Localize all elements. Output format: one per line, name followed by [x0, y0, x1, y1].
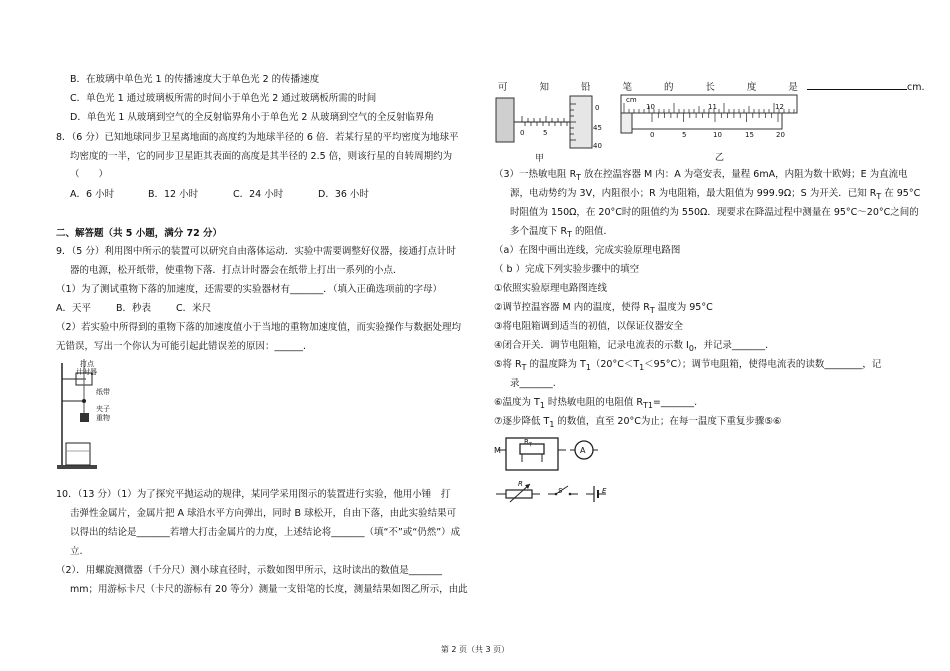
circuit-label-m: M	[494, 446, 501, 455]
figure-label-clip: 夹子	[96, 405, 110, 413]
question-10-line-3: 以得出的结论是_______若增大打击金属片的力度，上述结论将_______（填“不”或“仍然”）成	[70, 527, 461, 538]
step-5-cont: 录_______.	[510, 378, 556, 389]
vernier-tick-5: 5	[682, 131, 687, 139]
vernier-tick-15: 15	[745, 131, 754, 139]
step-7: ⑦逐步降低 $T_1$ 的数值，直至 20°C为止；在每一温度下重复步骤⑤⑥	[494, 416, 782, 429]
question-10-part-2-line-2: mm；用游标卡尺（卡尺的游标有 20 等分）测量一支铅笔的长度，测量结果如图乙所示，由此	[70, 584, 468, 595]
circuit-components-figure	[492, 432, 627, 514]
q8-option-d: D．36 小时	[318, 189, 369, 200]
switch-label: S	[558, 487, 563, 495]
step-4: ④闭合开关．调节电阻箱，记录电流表的示数 $I_0$，并记录_______.	[494, 340, 769, 353]
step-5: ⑤将 $R_T$ 的温度降为 $T_1(20^\circ C<T_1<95^\circ C)$；调节电阻箱，使得电流表的读数________，记	[494, 359, 882, 372]
q8-option-b: B．12 小时	[148, 189, 199, 200]
caliper-main-tick-12: 12	[775, 103, 784, 111]
vernier-tick-10: 10	[713, 131, 722, 139]
question-9-part-2-line-2: 无错误，写出一个你认为可能引起此错误差的原因：______.	[56, 341, 307, 352]
page-footer: 第 2 页（共 3 页）	[440, 645, 510, 654]
question-9-line-2: 器的电源，松开纸带，使重物下落．打点计时器会在纸带上打出一系列的小点．	[70, 265, 403, 276]
pencil-length-line: 可 知 铅 笔 的 长 度 是 cm.	[498, 78, 925, 94]
question-8-line-1: 8．（6 分）已知地球同步卫星离地面的高度约为地球半径的 6 倍．若某行星的平均密度为地球平	[56, 132, 459, 143]
q3-line-2: 源，电动势约为 3V，内阻很小；R 为电阻箱，最大阻值为 999.9Ω；S 为开关．已知 $R_T$ 在 95°C	[510, 188, 921, 201]
vernier-tick-20: 20	[776, 131, 785, 139]
step-1: ①依照实验原理电路图连线	[494, 283, 608, 294]
figure-label-weight: 重物	[96, 414, 110, 422]
step-2: ②调节控温容器 M 内的温度，使得 $R_T$ 温度为 95°C	[494, 302, 713, 315]
q3-line-4: 多个温度下 $R_T$ 的阻值．	[510, 226, 613, 239]
thimble-tick-0: 0	[595, 104, 600, 112]
q9-option-a: A．天平	[56, 303, 91, 314]
battery-label: E	[602, 487, 607, 495]
figure-label-timer-2: 计时器	[76, 368, 97, 376]
step-a: （a）在图中画出连线，完成实验原理电路图	[494, 245, 681, 256]
option-d: D．单色光 1 从玻璃到空气的全反射临界角小于单色光 2 从玻璃到空气的全反射临界角	[70, 112, 434, 123]
micrometer-label: 甲	[535, 154, 545, 164]
caliper-main-tick-10: 10	[646, 103, 655, 111]
step-3: ③将电阻箱调到适当的初值，以保证仪器安全	[494, 321, 684, 332]
answer-blank	[807, 78, 907, 90]
caliper-main-tick-11: 11	[708, 103, 717, 111]
unit-cm: cm.	[907, 82, 925, 93]
thimble-tick-45: 45	[593, 124, 602, 132]
figure-label-timer-1: 打点	[80, 360, 94, 368]
option-b: B．在玻璃中单色光 1 的传播速度大于单色光 2 的传播速度	[70, 74, 320, 85]
question-8-line-2: 均密度的一半，它的同步卫星距其表面的高度是其半径的 2.5 倍，则该行星的自转周期约为	[70, 151, 453, 162]
question-10-line-2: 击弹性金属片，金属片把 A 球沿水平方向弹出，同时 B 球松开，自由下落，由此实验结果可	[70, 508, 457, 519]
micrometer-tick-0: 0	[520, 129, 525, 137]
q9-option-b: B．秒表	[116, 303, 152, 314]
q8-option-c: C．24 小时	[233, 189, 284, 200]
vernier-tick-0: 0	[650, 131, 655, 139]
resistor-box-label: R	[518, 480, 523, 488]
caliper-label: 乙	[715, 153, 725, 163]
q8-option-a: A．6 小时	[70, 189, 115, 200]
micrometer-tick-5: 5	[543, 129, 548, 137]
option-c: C．单色光 1 通过玻璃板所需的时间小于单色光 2 通过玻璃板所需的时间	[70, 93, 377, 104]
section-title: 二、解答题（共 5 小题，满分 72 分）	[56, 228, 223, 239]
question-10-part-2-line-1: （2）．用螺旋测微器（千分尺）测小球直径时，示数如图甲所示，这时读出的数值是_______	[56, 565, 443, 576]
thimble-tick-40: 40	[593, 142, 602, 150]
question-10-line-4: 立.	[70, 546, 83, 557]
figure-label-tape: 纸带	[96, 388, 110, 396]
step-6: ⑥温度为 $T_1$ 时热敏电阻的电阻值 $R_{T1}=\_\_\_\_\_\_\_$.	[494, 397, 698, 410]
question-9-part-1: （1）为了测试重物下落的加速度，还需要的实验器材有_______．（填入正确选项前的字母）	[56, 284, 443, 295]
question-8-paren: （ ）	[70, 169, 109, 180]
question-9-line-1: 9．（5 分）利用图中所示的装置可以研究自由落体运动．实验中需要调整好仪器，接通打点计时	[56, 246, 456, 257]
ammeter-label: A	[580, 446, 586, 455]
caliper-unit: cm	[626, 96, 637, 104]
question-9-part-2-line-1: （2）若实验中所得到的重物下落的加速度值小于当地的重物加速度值，而实验操作与数据处理均	[56, 322, 462, 333]
question-10-line-1: 10．（13 分）（1）为了探究平抛运动的规律，某同学采用图示的装置进行实验，他用小锤 打	[56, 489, 451, 500]
step-b: （ b ）完成下列实验步骤中的填空	[494, 264, 640, 275]
q3-line-1: （3）一热敏电阻 $R_T$ 放在控温容器 M 内：A 为毫安表，量程 6mA，内阻为数十欧姆；E 为直流电	[494, 169, 908, 182]
circuit-label-rt: $R_T$	[524, 438, 532, 449]
micrometer-figure	[494, 92, 604, 152]
q3-line-3: 时阻值为 150Ω，在 20°C时的阻值约为 550Ω．现要求在降温过程中测量在 95°C～20°C之间的	[510, 207, 919, 218]
q9-option-c: C．米尺	[176, 303, 212, 314]
